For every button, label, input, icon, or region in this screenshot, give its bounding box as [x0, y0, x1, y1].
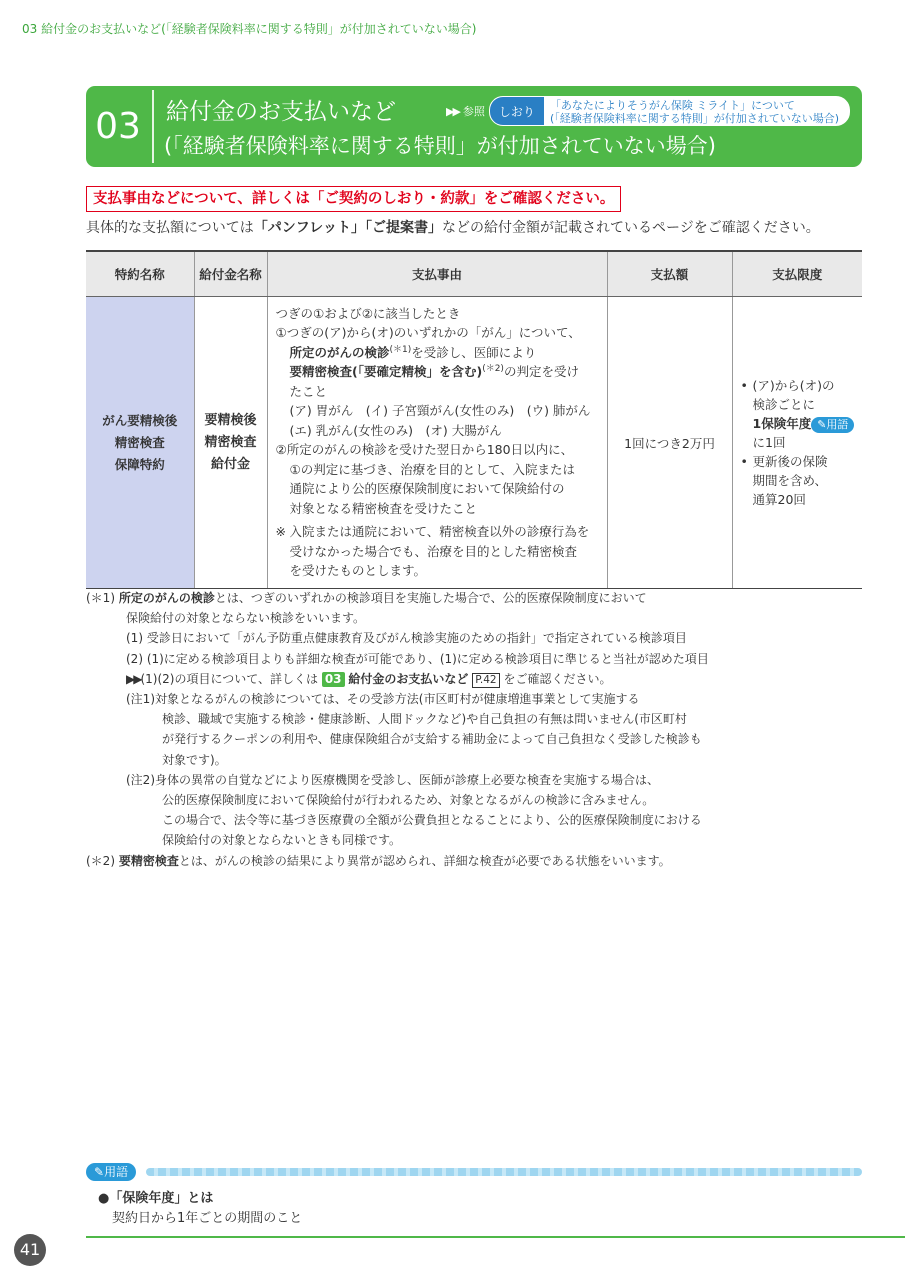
bullet: • — [740, 378, 748, 393]
footnote-reference[interactable] — [86, 669, 866, 689]
reference-link[interactable] — [446, 98, 850, 124]
pencil-icon: ✎ — [94, 1165, 105, 1179]
reason-line: たこと — [289, 383, 328, 399]
section-number: 03 — [95, 106, 141, 147]
reason-line: ①つぎの(ア)から(オ)のいずれかの「がん」について、 — [275, 325, 581, 340]
notice-box: 支払事由などについて、詳しくは「ご契約のしおり・約款」をご確認ください。 — [86, 186, 621, 212]
reference-line-1: 「あなたによりそうがん保険 ミライト」について — [549, 98, 795, 112]
footnote-1 — [86, 588, 866, 608]
reference-title: 給付金のお支払いなど — [348, 671, 469, 686]
limit-term: 1保険年度 — [752, 416, 812, 431]
glossary-term-badge[interactable] — [811, 417, 854, 433]
footnote-text: とは、がんの検診の結果により異常が認められ、詳細な検査が必要である状態をいいます。 — [178, 853, 671, 868]
reason-line — [276, 362, 601, 382]
reference-text — [544, 97, 849, 125]
reference-pre: (1)(2)の項目について、詳しくは — [140, 671, 318, 686]
footnote-mark: (＊2) — [86, 853, 115, 868]
table-header-row — [86, 251, 862, 297]
reference-line-2: (「経験者保険料率に関する特則」が付加されていない場合) — [549, 111, 840, 125]
intro-text — [86, 217, 820, 237]
reason-line: 対象となる精密検査を受けたこと — [289, 500, 478, 516]
glossary-term-label: 用語 — [826, 418, 849, 431]
cell-kyufu — [194, 297, 267, 589]
page-reference: P.42 — [472, 673, 499, 688]
reference-label: 参照 — [462, 105, 485, 118]
page-number: 41 — [14, 1234, 46, 1266]
footnote-item: (1) 受診日において「がん予防重点健康教育及びがん検診実施のための指針」で指定されている検診項目 — [126, 631, 687, 646]
reason-line: 通院により公的医療保険制度において保険給付の — [289, 481, 565, 496]
limit-line — [753, 414, 855, 433]
section-number-badge: 03 — [322, 672, 345, 687]
glossary-divider — [146, 1168, 862, 1176]
reason-text: の判定を受け — [503, 364, 579, 379]
reason-text: を受診し、医師により — [411, 344, 537, 360]
table-row — [86, 297, 862, 589]
reason-line: (エ) 乳がん(女性のみ) (オ) 大腸がん — [289, 422, 502, 438]
reason-line: ①の判定に基づき、治療を目的として、入院または — [289, 461, 575, 477]
tokuyaku-line: 保障特約 — [114, 456, 165, 472]
reason-bold: 所定のがんの検診 — [289, 344, 390, 360]
kyufu-line: 要精検後 — [204, 412, 257, 428]
section-title: 給付金のお支払いなど — [166, 99, 396, 125]
benefit-table — [86, 250, 862, 589]
caution-line: 保険給付の対象とならないときも同様です。 — [162, 833, 402, 848]
limit-item — [741, 376, 857, 452]
caution-line: 検診、職域で実施する検診・健康診断、人間ドックなど)や自己負担の有無は問いません(市区町村 — [162, 712, 687, 727]
kyufu-line: 精密検査 — [204, 434, 257, 450]
reason-note — [276, 522, 601, 581]
double-arrow-icon: ▶▶ — [446, 104, 459, 118]
caution-line: 公的医療保険制度において保険給付が行われるため、対象となるがんの検診に含みません。 — [162, 793, 655, 808]
header-tokuyaku: 特約名称 — [86, 251, 194, 297]
reason-line — [276, 343, 601, 363]
note-mark: ※ — [275, 524, 286, 539]
reason-line: ②所定のがんの検診を受けた翌日から180日以内に、 — [275, 442, 574, 457]
section-subtitle: (「経験者保険料率に関する特則」が付加されていない場合) — [164, 134, 716, 158]
section-banner — [86, 86, 862, 167]
footnote-ref: (＊2) — [482, 363, 504, 374]
glossary-definition: 契約日から1年ごとの期間のこと — [112, 1211, 303, 1226]
tokuyaku-line: 精密検査 — [114, 434, 165, 450]
caution-line: (注1)対象となるがんの検診については、その受診方法(市区町村が健康増進事業として実施する — [126, 692, 640, 707]
bullet: • — [740, 454, 748, 469]
tokuyaku-line: がん要精検後 — [102, 412, 178, 428]
cell-limit — [732, 297, 862, 589]
header-kyufu: 給付金名称 — [194, 251, 267, 297]
footnotes — [86, 588, 866, 871]
intro-pamphlet: 「パンフレット」 — [253, 220, 366, 236]
footnote-term: 所定のがんの検診 — [118, 591, 215, 605]
reason-note-line: を受けたものとします。 — [289, 563, 427, 578]
cell-tokuyaku — [86, 297, 194, 589]
limit-line: 更新後の保険 — [752, 454, 828, 469]
caution-line: 対象です)。 — [162, 752, 227, 767]
reason-line: つぎの①および②に該当したとき — [275, 305, 461, 321]
intro-pre: 具体的な支払額については — [86, 220, 254, 236]
footnote-mark: (＊1) — [86, 591, 115, 605]
reason-line: (ア) 胃がん (イ) 子宮頸がん(女性のみ) (ウ) 肺がん — [289, 403, 591, 418]
kyufu-line: 給付金 — [210, 456, 250, 472]
intro-post: などの給付金額が記載されているページをご確認ください。 — [442, 220, 820, 236]
reason-note-line: 入院または通院において、精密検査以外の診療行為を — [289, 524, 590, 539]
intro-proposal: 「ご提案書」 — [365, 220, 443, 236]
limit-line: に1回 — [752, 435, 786, 450]
footer-rule — [86, 1236, 905, 1238]
double-arrow-icon: ▶▶ — [126, 671, 141, 686]
reference-post: をご確認ください。 — [503, 671, 612, 686]
cell-amount: 1回につき2万円 — [607, 297, 732, 589]
cell-reason — [267, 297, 607, 589]
banner-divider — [152, 90, 154, 163]
caution-line: が発行するクーポンの利用や、健康保険組合が支給する補助金によって自己負担なく受診した検診も — [162, 732, 702, 747]
limit-item — [741, 452, 857, 509]
reference-box[interactable] — [489, 96, 850, 126]
glossary-term: ●「保険年度」とは — [98, 1191, 214, 1206]
limit-line: 通算20回 — [752, 492, 806, 507]
footnote-2 — [86, 851, 866, 871]
header-reason: 支払事由 — [267, 251, 607, 297]
caution-line: この場合で、法令等に基づき医療費の全額が公費負担となることにより、公的医療保険制度における — [162, 813, 702, 828]
limit-line: (ア)から(オ)の — [752, 378, 835, 393]
footnote-text: とは、つぎのいずれかの検診項目を実施した場合で、公的医療保険制度において — [214, 591, 647, 605]
reason-note-line: 受けなかった場合でも、治療を目的とした精密検査 — [289, 543, 578, 559]
footnote-term: 要精密検査 — [118, 853, 179, 868]
caution-line: (注2)身体の異常の自覚などにより医療機関を受診し、医師が診療上必要な検査を実施する場合は、 — [126, 772, 660, 787]
pencil-icon: ✎ — [817, 418, 827, 431]
shiori-badge: しおり — [490, 97, 544, 125]
footnote-item: (2) (1)に定める検診項目よりも詳細な検査が可能であり、(1)に定める検診項目に準じると当社が認めた項目 — [126, 651, 709, 666]
running-head: 03 給付金のお支払いなど(「経験者保険料率に関する特則」が付加されていない場合) — [22, 22, 477, 36]
glossary-badge — [86, 1163, 136, 1181]
footnote-ref: (＊1) — [389, 344, 412, 355]
reason-bold: 要精密検査(「要確定精検」を含む) — [289, 364, 483, 379]
header-amount: 支払額 — [607, 251, 732, 297]
glossary-label: 用語 — [104, 1165, 129, 1179]
footnote-line: 保険給付の対象とならない検診をいいます。 — [126, 611, 366, 626]
limit-line: 検診ごとに — [752, 397, 816, 412]
limit-line: 期間を含め、 — [752, 473, 828, 488]
header-limit: 支払限度 — [732, 251, 862, 297]
